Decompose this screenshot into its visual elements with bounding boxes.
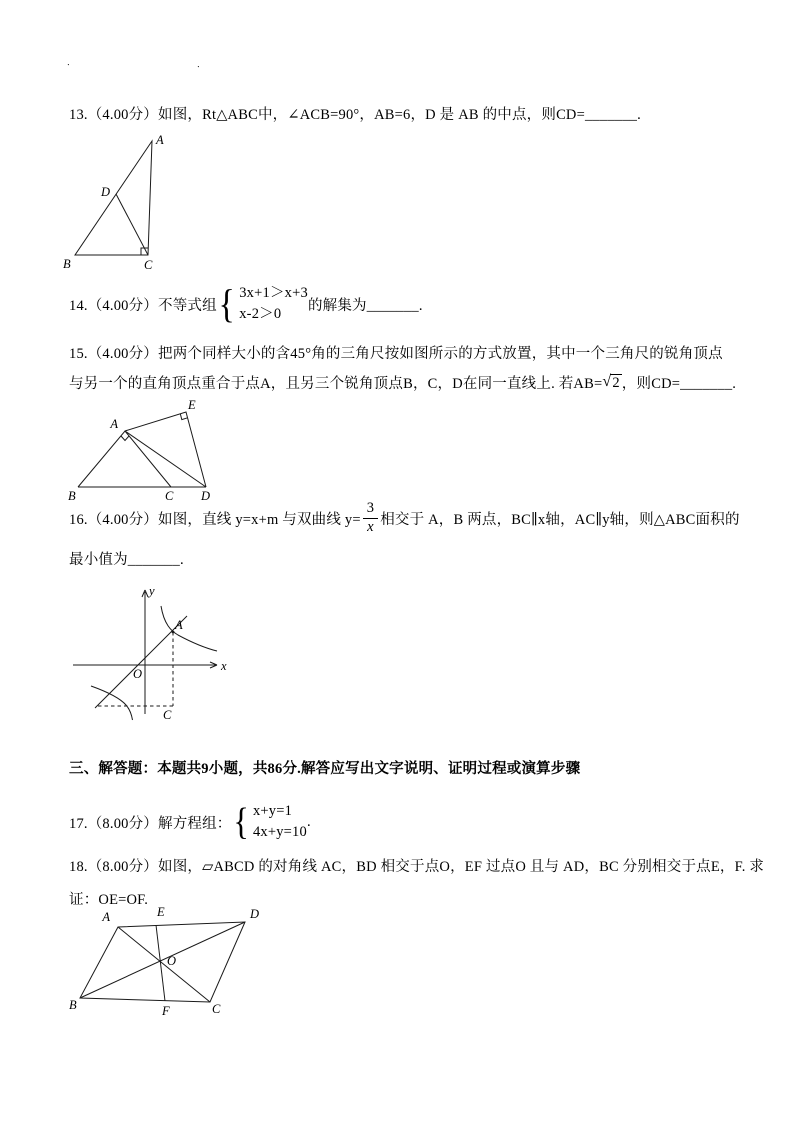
question-17-suffix: . — [306, 813, 311, 830]
fig18-label-o: O — [167, 954, 177, 968]
figure-13-right-triangle — [60, 128, 190, 273]
fig15-label-a: A — [110, 417, 118, 431]
fig13-label-c: C — [144, 258, 153, 272]
inequality-system — [217, 283, 308, 325]
hyperbola-branch-q1 — [161, 606, 217, 651]
question-14-prefix: 14.（4.00分）不等式组 — [69, 297, 217, 314]
question-17-prefix: 17.（8.00分）解方程组： — [69, 815, 232, 832]
parallelogram-abcd — [80, 922, 245, 1002]
fig15-label-b: B — [68, 489, 76, 503]
stray-mark-right: ． — [197, 59, 207, 69]
right-angle-marker-a — [121, 436, 129, 441]
question-15-line2 — [69, 372, 736, 393]
figure-16-hyperbola-line-graph — [65, 582, 230, 722]
fig16-label-x: x — [221, 659, 227, 673]
fig18-label-f: F — [162, 1004, 170, 1018]
fig16-label-a: A — [175, 618, 183, 632]
fig18-label-c: C — [212, 1002, 221, 1016]
fig16-label-c: C — [163, 708, 172, 722]
left-brace-icon: { — [232, 800, 249, 843]
fig18-label-d: D — [250, 907, 260, 921]
line-y-equals-x-plus-m — [95, 616, 187, 708]
fig13-label-b: B — [63, 257, 71, 271]
sqrt-2-expression — [602, 374, 621, 392]
left-brace-icon: { — [218, 281, 235, 326]
fig15-label-e: E — [188, 398, 196, 412]
question-15-line2-pre: 与另一个的直角顶点重合于点A，且另三个锐角顶点B，C，D在同一直线上. 若AB= — [69, 376, 603, 392]
fig13-label-a: A — [156, 133, 164, 147]
fraction-denominator: x — [367, 518, 374, 535]
question-17 — [69, 798, 311, 846]
question-16-line1 — [69, 500, 740, 536]
triangle-aed — [125, 412, 206, 487]
question-14-suffix: 的解集为_______. — [307, 297, 423, 314]
radical-sign: √ — [602, 372, 612, 390]
question-16-line1-post: 相交于 A，B 两点，BC∥x轴，AC∥y轴，则△ABC面积的 — [380, 511, 740, 528]
question-16-line1-pre: 16.（4.00分）如图，直线 y=x+m 与双曲线 y= — [69, 511, 361, 528]
inequality-1: 3x+1＞x+3 — [239, 284, 308, 301]
question-14 — [69, 280, 423, 328]
triangle-abc-outline — [75, 141, 152, 255]
fig18-label-b: B — [69, 998, 77, 1012]
fraction-numerator: 3 — [363, 501, 378, 518]
question-13-text: 13.（4.00分）如图，Rt△ABC中，∠ACB=90°，AB=6，D 是 AB 的中点，则CD=_______. — [69, 107, 641, 123]
inequality-2: x-2＞0 — [239, 306, 282, 322]
segment-ef — [156, 925, 165, 1001]
figure-18-parallelogram — [60, 905, 280, 1020]
fig18-label-a: A — [102, 910, 110, 924]
question-15-line1: 15.（4.00分）把两个同样大小的含45°角的三角尺按如图所示的方式放置，其中一个三角尺的锐角顶点 — [69, 346, 723, 362]
fig16-label-y: y — [149, 584, 155, 598]
question-18-line1: 18.（8.00分）如图，▱ABCD 的对角线 AC，BD 相交于点O，EF 过点O 且与 AD，BC 分别相交于点E，F. 求 — [69, 859, 765, 875]
median-dc — [116, 194, 148, 255]
fig16-label-o: O — [133, 667, 143, 681]
fig18-label-e: E — [157, 905, 165, 919]
figure-15-set-squares — [60, 398, 230, 503]
diagonal-bd — [80, 922, 245, 998]
equation-system — [232, 801, 307, 843]
point-a-dot — [172, 631, 175, 634]
question-18-line2: 证：OE=OF. — [69, 892, 149, 908]
fig15-label-c: C — [165, 489, 174, 503]
equation-2: 4x+y=10 — [252, 824, 307, 840]
radicand: 2 — [612, 374, 620, 391]
fraction-3-over-x — [363, 501, 378, 534]
stray-mark-left: ． — [67, 57, 77, 67]
question-16-line2: 最小值为_______. — [69, 552, 184, 568]
question-15-line2-post: ，则CD=_______. — [621, 376, 737, 392]
fig13-label-d: D — [101, 185, 111, 199]
equation-1: x+y=1 — [252, 802, 293, 819]
fig15-label-d: D — [201, 489, 211, 503]
section-3-header: 三、解答题：本题共9小题，共86分.解答应写出文字说明、证明过程或演算步骤 — [69, 761, 581, 777]
segment-ad — [125, 431, 206, 487]
